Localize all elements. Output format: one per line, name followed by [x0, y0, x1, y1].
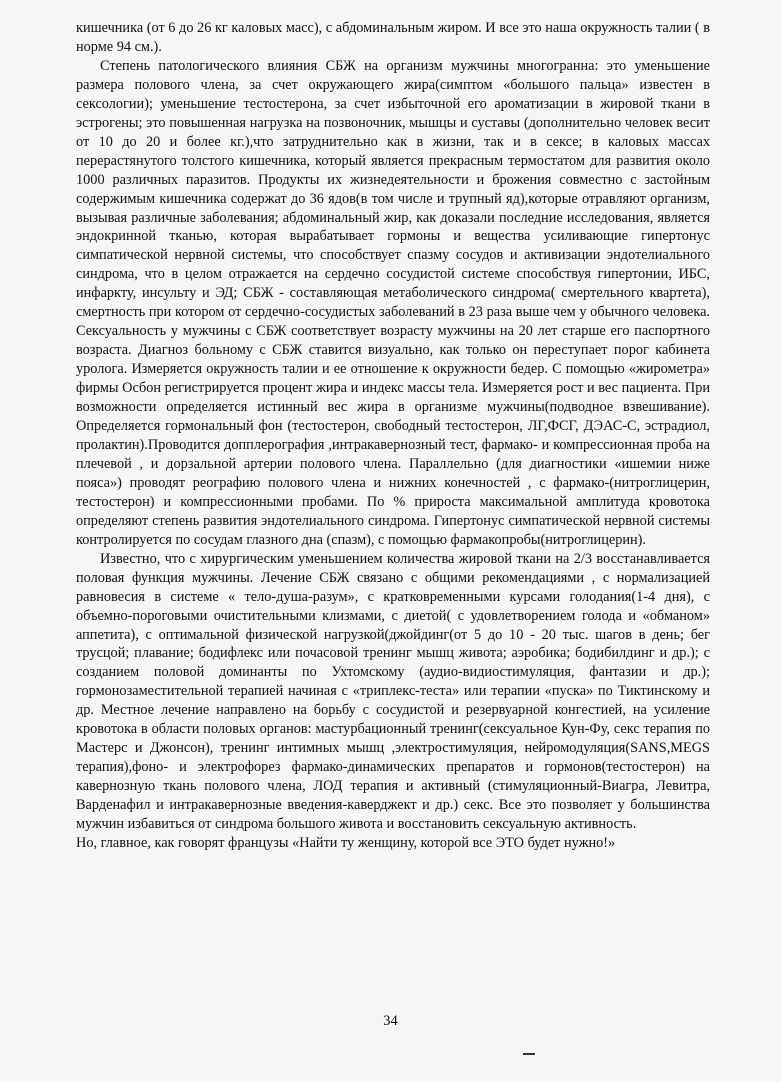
body-text: [76, 19, 710, 853]
paragraph-pathology: Степень патологического влияния СБЖ на организм мужчины многогранна: это уменьшение размера полового члена, за счет окружающего жира(симптом «большого пальца» известен в сексологии); уменьшение тестостерона, за счет избыточной его ароматизации в жировой ткани в эстрогены; это повышенная нагрузка на позвоночник, мышцы и суставы (дополнительно человек весит от 10 до 20 и более кг.),что затруднительно как в жизни, так и в сексе; в каловых массах перерастянутого толстого кишечника, который является прекрасным термостатом для развития около 1000 различных паразитов. Продукты их жизнедеятельности и брожения совместно с застойным содержимым кишечника содержат до 36 ядов(в том числе и трупный яд),которые отравляют организм, вызывая различные заболевания; абдоминальный жир, как доказали последние исследования, является эндокринной тканью, которая вырабатывает гормоны и вещества усиливающие гипертонус симпатической нервной системы, что способствует спазму сосудов и активизации эндотелиального синдрома, что в целом отражается на сердечно сосудистой системе способствуя гипертонии, ИБС, инфаркту, инсульту и ЭД; СБЖ - составляющая метаболического синдрома( смертельного квартета), смертность при котором от сердечно-сосудистых заболеваний в 23 раза выше чем у обычного человека. Сексуальность у мужчины с СБЖ соответствует возрасту мужчины на 20 лет старше его паспортного возраста. Диагноз больному с СБЖ ставится визуально, как только он переступает порог кабинета уролога. Измеряется окружность талии и ее отношение к окружности бедер. С помощью «жирометра» фирмы Осбон регистрируется процент жира и индекс массы тела. Измеряется рост и вес пациента. При возможности определяется истинный вес жира в организме мужчины(подводное взвешивание). Определяется гормональный фон (тестостерон, свободный тестостерон, ЛГ,ФСГ, ДЭАС-С, эстрадиол, пролактин).Проводится допплерография ,интракавернозный тест, фармако- и компрессионная проба на плечевой , и дорзальной артерии полового члена. Параллельно (для диагностики «ишемии ниже пояса») проводят реографию полового члена и нижних конечностей , с фармако-(нитроглицерин, тестостерон) и компрессионными пробами. По % прироста максимальной амплитуда кровотока определяют степень развития эндотелиального синдрома. Гипертонус симпатической нервной системы контролируется по сосудам глазного дна (спазм), с помощью фармакопробы(нитроглицерин).: [76, 57, 710, 548]
paragraph-continuation: кишечника (от 6 до 26 кг каловых масс), с абдоминальным жиром. И все это наша окружность талии ( в норме 94 см.).: [76, 20, 710, 55]
page-number: 34: [383, 1013, 398, 1029]
paragraph-closing: Но, главное, как говорят французы «Найти ту женщину, которой все ЭТО будет нужно!»: [76, 834, 616, 851]
scan-mark: [523, 1053, 535, 1055]
paragraph-treatment: Известно, что с хирургическим уменьшением количества жировой ткани на 2/3 восстанавливается половая функция мужчины. Лечение СБЖ связано с общими рекомендациями , с нормализацией равновесия в системе « тело-душа-разум», с кратковременными курсами голодания(1-4 дня), с объемно-пороговыми очистительными клизмами, с диетой( с удовлетворением голода и «обманом» аппетита), с оптимальной физической нагрузкой(джойдинг(от 5 до 10 - 20 тыс. шагов в день; бег трусцой; плавание; бодифлекс или почасовой тренинг мышц живота; аэробика; бодибилдинг и др.); с созданием половой доминанты по Ухтомскому (аудио-видиостимуляция, фантазии и др.); гормонозаместительной терапией начиная с «триплекс-теста» или терапии «пуска» по Тиктинскому и др. Местное лечение направлено на борьбу с сосудистой и резервуарной конгестией, на усиление кровотока в области половых органов: мастурбационный тренинг(сексуальное Кун-Фу, секс терапия по Мастерс и Джонсон), тренинг интимных мышц ,электростимуляция, нейромодуляция(SANS,MEGS терапия),фоно- и электрофорез фармако-динамических препаратов и гормонов(тестостерон) на кавернозную ткань полового члена, ЛОД терапия и активный (стимуляционный-Виагра, Левитра, Варденафил и интракавернозные введения-каверджект и др.) секс. Все это позволяет у большинства мужчин избавиться от синдрома большого живота и восстановить сексуальную активность.: [76, 550, 710, 833]
